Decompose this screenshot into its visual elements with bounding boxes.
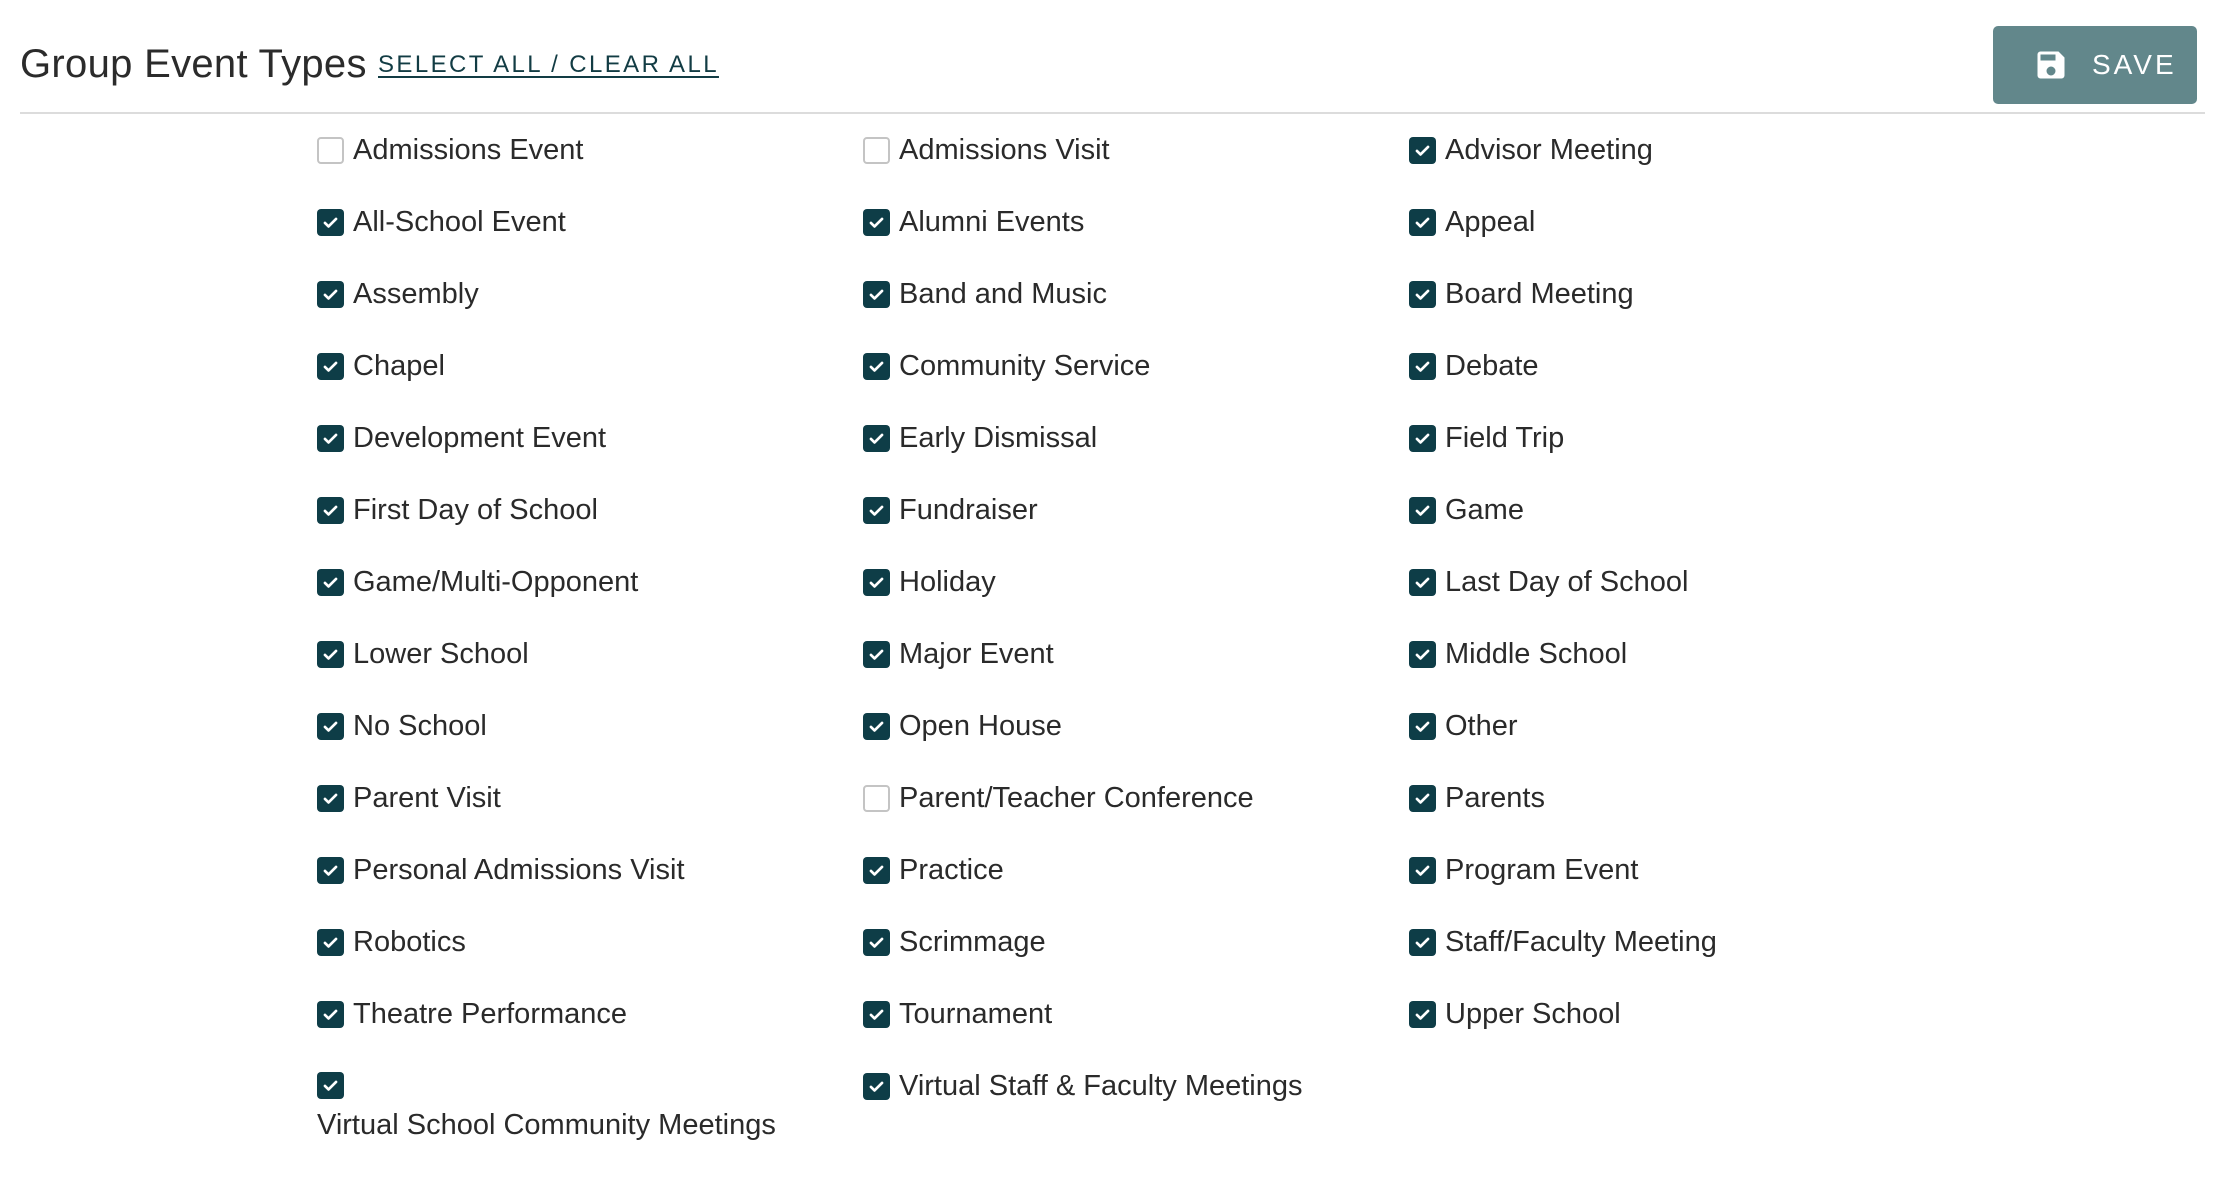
page-title: Group Event Types [20, 42, 367, 86]
save-button-label: SAVE [2092, 49, 2177, 80]
checkbox[interactable] [863, 137, 890, 164]
checkbox[interactable] [863, 929, 890, 956]
event-type-label: Appeal [1445, 206, 1536, 238]
checkbox[interactable] [317, 929, 344, 956]
event-type-label: Parent/Teacher Conference [899, 782, 1254, 814]
event-type-admissions-visit[interactable] [863, 114, 1110, 186]
event-type-advisor-meeting[interactable] [1409, 114, 1653, 186]
event-type-middle-school[interactable] [1409, 618, 1627, 690]
event-type-label: Alumni Events [899, 206, 1085, 238]
checkbox[interactable] [317, 569, 344, 596]
event-type-label: Theatre Performance [353, 998, 628, 1030]
event-type-game[interactable] [1409, 474, 1524, 546]
event-type-label: Chapel [353, 350, 445, 382]
checkbox[interactable] [317, 1001, 344, 1028]
checkbox[interactable] [317, 497, 344, 524]
event-type-parent-teacher-conference[interactable] [863, 762, 1254, 834]
event-type-label: Other [1445, 710, 1518, 742]
event-type-no-school[interactable] [317, 690, 487, 762]
checkbox[interactable] [317, 353, 344, 380]
event-type-label: Lower School [353, 638, 529, 670]
checkbox[interactable] [317, 281, 344, 308]
checkbox[interactable] [317, 425, 344, 452]
event-type-label: Virtual Staff & Faculty Meetings [899, 1070, 1303, 1102]
event-type-label: Personal Admissions Visit [353, 854, 685, 886]
event-type-band-and-music[interactable] [863, 258, 1107, 330]
checkbox[interactable] [863, 785, 890, 812]
event-type-community-service[interactable] [863, 330, 1150, 402]
event-type-label: Parent Visit [353, 782, 501, 814]
save-button[interactable] [1993, 26, 2197, 104]
checkbox[interactable] [1409, 569, 1436, 596]
event-type-personal-admissions-visit[interactable] [317, 834, 685, 906]
event-type-fundraiser[interactable] [863, 474, 1038, 546]
event-type-label: No School [353, 710, 487, 742]
checkbox[interactable] [863, 353, 890, 380]
event-type-virtual-school-community-meetings[interactable] [317, 1072, 776, 1143]
event-type-robotics[interactable] [317, 906, 466, 978]
event-type-label: Game/Multi-Opponent [353, 566, 639, 598]
event-type-label: All-School Event [353, 206, 566, 238]
checkbox[interactable] [317, 137, 344, 164]
event-type-label: Tournament [899, 998, 1053, 1030]
event-type-label: Last Day of School [1445, 566, 1689, 598]
checkbox[interactable] [863, 209, 890, 236]
checkbox[interactable] [317, 1072, 344, 1099]
event-type-label: First Day of School [353, 494, 598, 526]
checkbox[interactable] [317, 857, 344, 884]
checkbox[interactable] [317, 785, 344, 812]
event-type-parent-visit[interactable] [317, 762, 501, 834]
checkbox[interactable] [317, 713, 344, 740]
event-type-program-event[interactable] [1409, 834, 1638, 906]
event-type-lower-school[interactable] [317, 618, 529, 690]
event-type-label: Robotics [353, 926, 466, 958]
event-type-staff-faculty-meeting[interactable] [1409, 906, 1717, 978]
event-type-label: Early Dismissal [899, 422, 1098, 454]
event-type-parents[interactable] [1409, 762, 1545, 834]
event-type-label: Band and Music [899, 278, 1107, 310]
event-type-label: Middle School [1445, 638, 1628, 670]
event-type-all-school-event[interactable] [317, 186, 566, 258]
checkbox[interactable] [1409, 641, 1436, 668]
event-type-theatre-performance[interactable] [317, 978, 627, 1050]
checkbox[interactable] [1409, 497, 1436, 524]
event-type-other[interactable] [1409, 690, 1518, 762]
page-header [20, 0, 2205, 114]
event-type-label: Field Trip [1445, 422, 1565, 454]
event-type-label: Development Event [353, 422, 607, 454]
event-type-label: Upper School [1445, 998, 1621, 1030]
checkbox[interactable] [1409, 857, 1436, 884]
event-type-label: Scrimmage [899, 926, 1046, 958]
checkbox[interactable] [317, 209, 344, 236]
event-type-label: Program Event [1445, 854, 1639, 886]
checkbox[interactable] [863, 281, 890, 308]
event-type-label: Open House [899, 710, 1062, 742]
checkbox[interactable] [863, 497, 890, 524]
event-type-appeal[interactable] [1409, 186, 1535, 258]
select-all-clear-all-link[interactable]: SELECT ALL / CLEAR ALL [378, 51, 719, 78]
event-type-debate[interactable] [1409, 330, 1539, 402]
event-type-label: Major Event [899, 638, 1054, 670]
event-type-alumni-events[interactable] [863, 186, 1084, 258]
floppy-disk-icon [2033, 47, 2069, 83]
event-type-label: Advisor Meeting [1445, 134, 1653, 166]
event-type-last-day-of-school[interactable] [1409, 546, 1688, 618]
event-type-label: Staff/Faculty Meeting [1445, 926, 1717, 958]
checkbox[interactable] [317, 641, 344, 668]
checkbox[interactable] [863, 713, 890, 740]
event-type-label: Parents [1445, 782, 1545, 814]
event-type-label: Game [1445, 494, 1524, 526]
checkbox[interactable] [863, 857, 890, 884]
event-type-label: Practice [899, 854, 1004, 886]
checkbox[interactable] [1409, 209, 1436, 236]
event-type-label: Admissions Event [353, 134, 584, 166]
event-type-admissions-event[interactable] [317, 114, 584, 186]
event-type-label: Assembly [353, 278, 479, 310]
event-type-first-day-of-school[interactable] [317, 474, 598, 546]
event-type-label: Admissions Visit [899, 134, 1110, 166]
checkbox[interactable] [1409, 281, 1436, 308]
event-type-assembly[interactable] [317, 258, 479, 330]
event-type-tournament[interactable] [863, 978, 1052, 1050]
event-type-board-meeting[interactable] [1409, 258, 1634, 330]
checkbox[interactable] [1409, 425, 1436, 452]
checkbox[interactable] [863, 1001, 890, 1028]
event-type-upper-school[interactable] [1409, 978, 1621, 1050]
event-type-scrimmage[interactable] [863, 906, 1046, 978]
event-type-label: Debate [1445, 350, 1539, 382]
event-type-field-trip[interactable] [1409, 402, 1564, 474]
event-type-holiday[interactable] [863, 546, 996, 618]
event-type-label: Community Service [899, 350, 1151, 382]
checkbox[interactable] [863, 425, 890, 452]
event-type-early-dismissal[interactable] [863, 402, 1097, 474]
event-type-label: Board Meeting [1445, 278, 1634, 310]
event-type-label: Virtual School Community Meetings [317, 1109, 776, 1141]
event-type-development-event[interactable] [317, 402, 606, 474]
event-type-label: Fundraiser [899, 494, 1038, 526]
checkbox[interactable] [863, 569, 890, 596]
checkbox[interactable] [1409, 137, 1436, 164]
checkbox[interactable] [863, 641, 890, 668]
event-type-practice[interactable] [863, 834, 1004, 906]
checkbox[interactable] [863, 1073, 890, 1100]
event-type-game-multi-opponent[interactable] [317, 546, 638, 618]
event-type-label: Holiday [899, 566, 996, 598]
checkbox[interactable] [1409, 713, 1436, 740]
checkbox[interactable] [1409, 1001, 1436, 1028]
checkbox[interactable] [1409, 353, 1436, 380]
checkbox[interactable] [1409, 929, 1436, 956]
event-type-open-house[interactable] [863, 690, 1062, 762]
checkbox[interactable] [1409, 785, 1436, 812]
event-type-chapel[interactable] [317, 330, 445, 402]
event-type-major-event[interactable] [863, 618, 1054, 690]
event-type-virtual-staff-faculty-meetings[interactable] [863, 1050, 1303, 1122]
